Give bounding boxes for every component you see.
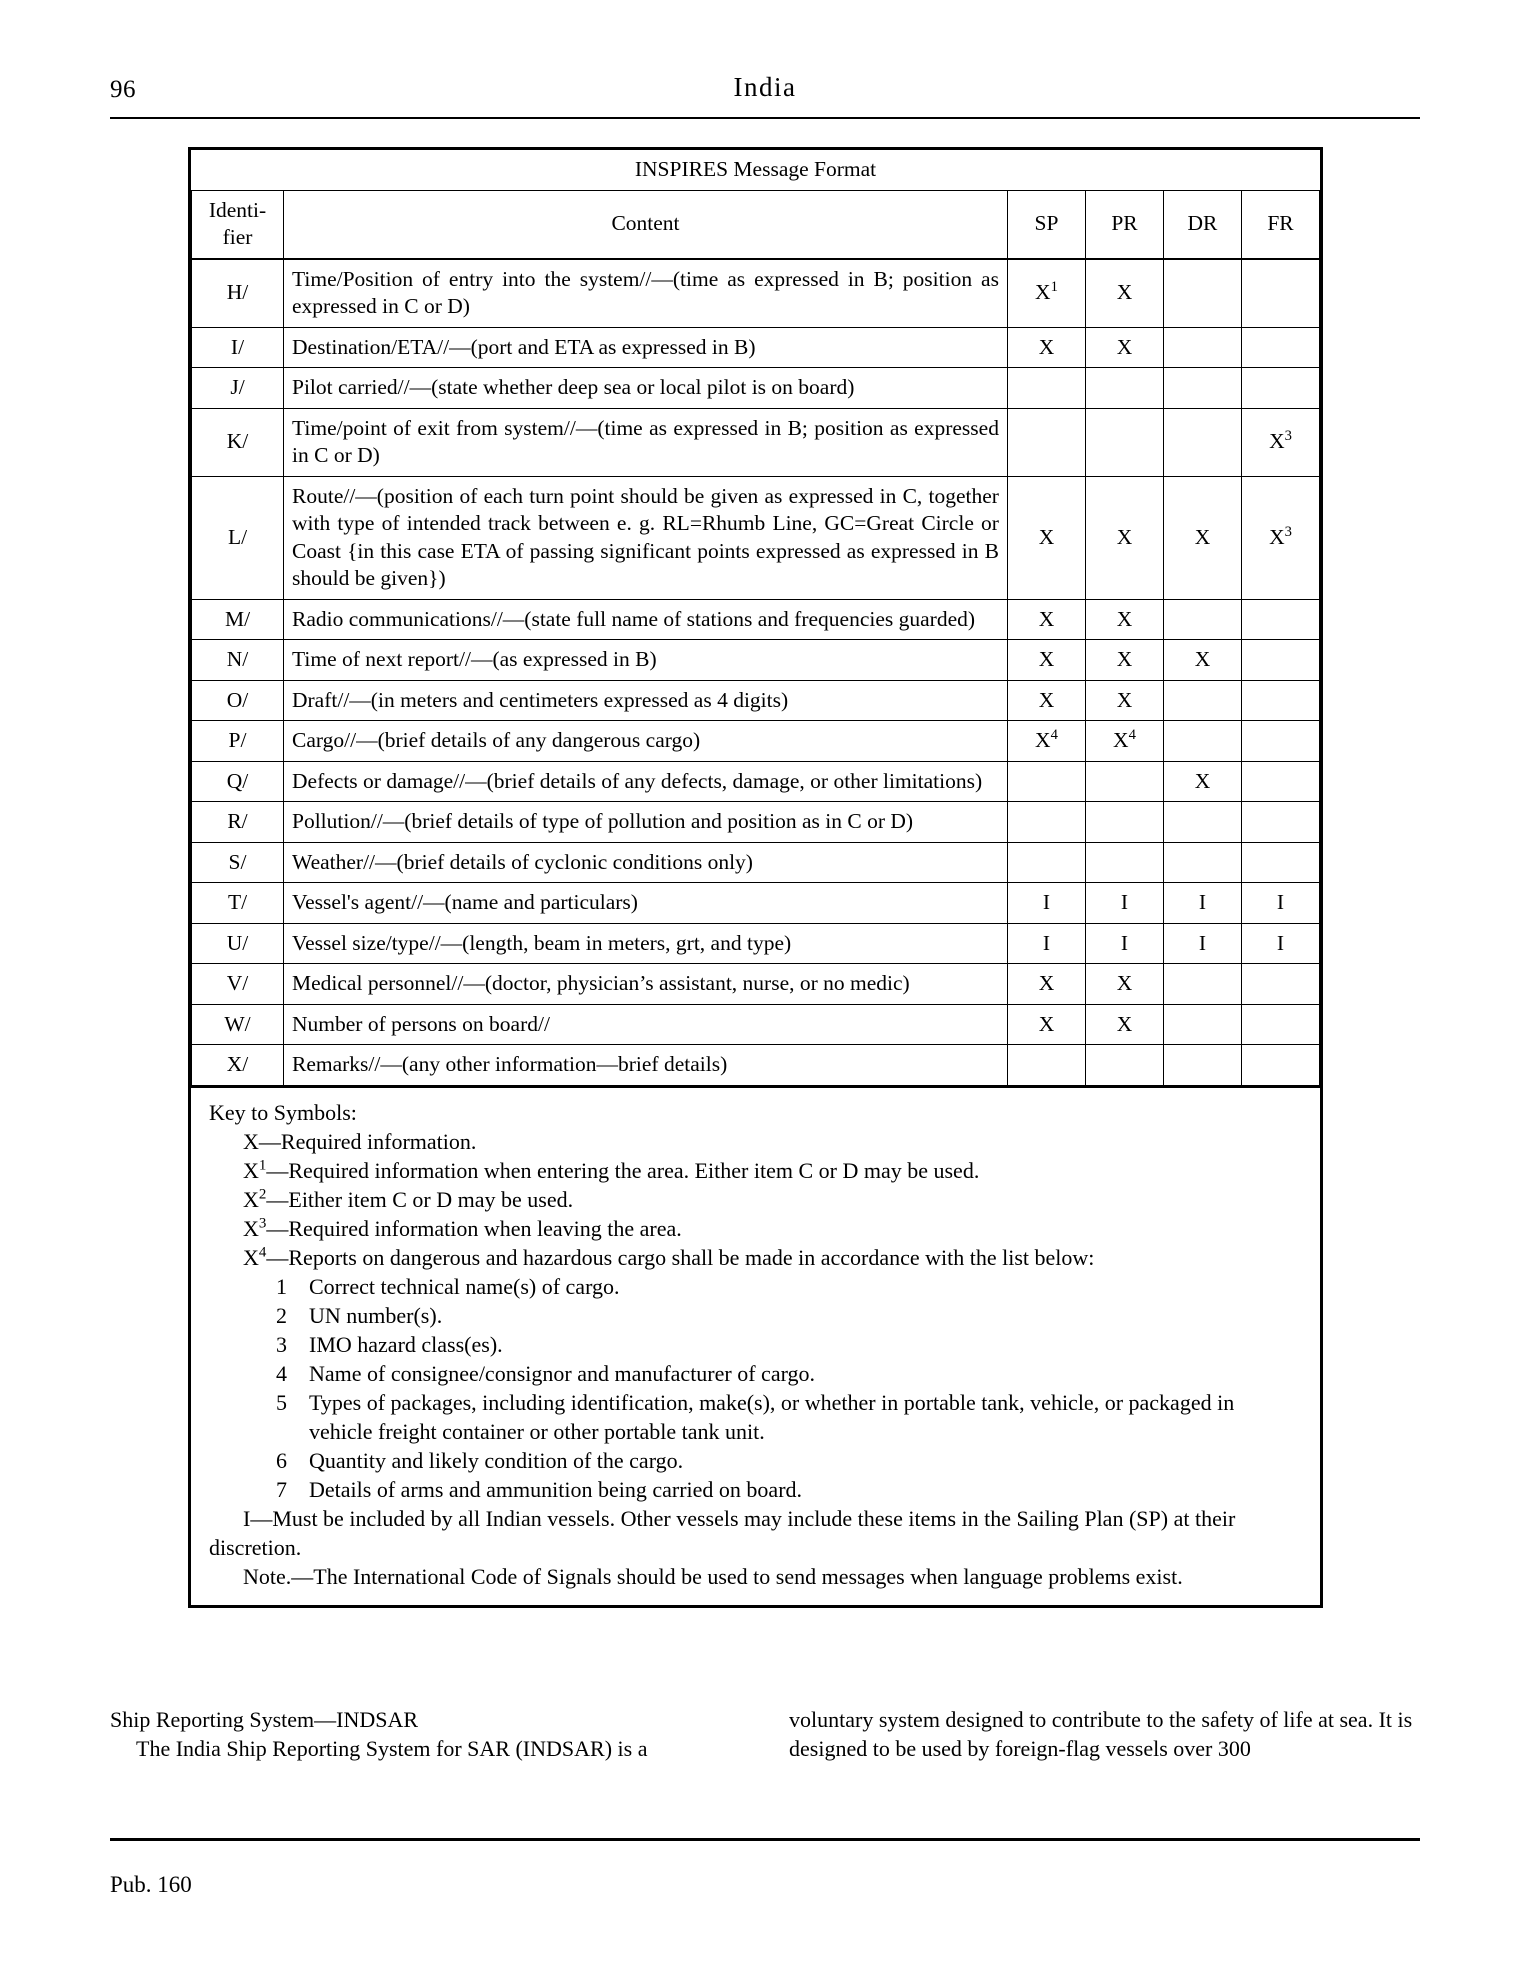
row-pr: X: [1085, 680, 1163, 721]
list-item-number: 7: [276, 1477, 287, 1503]
row-dr: I: [1163, 883, 1241, 924]
key-symbol-superscript: 4: [258, 1244, 267, 1261]
row-sp: [1007, 721, 1085, 762]
list-item-text: Details of arms and ammunition being carried on board.: [309, 1477, 803, 1503]
mark-base: X: [1113, 728, 1129, 753]
row-dr: [1163, 327, 1241, 368]
row-dr: [1163, 368, 1241, 409]
row-sp: I: [1007, 923, 1085, 964]
row-pr: [1085, 721, 1163, 762]
row-fr: I: [1241, 923, 1319, 964]
row-dr: [1163, 802, 1241, 843]
row-pr: X: [1085, 599, 1163, 640]
row-fr: [1241, 259, 1319, 328]
table-row: [192, 408, 1320, 476]
row-identifier: S/: [192, 842, 284, 883]
row-dr: [1163, 721, 1241, 762]
key-text: —Either item C or D may be used.: [266, 1186, 574, 1212]
row-pr: X: [1085, 640, 1163, 681]
footer-pub: Pub. 160: [110, 1872, 192, 1897]
mark-base: X: [1035, 280, 1051, 305]
mark-base: X: [1269, 524, 1285, 549]
row-identifier: U/: [192, 923, 284, 964]
row-sp: X: [1007, 680, 1085, 721]
key-note-code-of-signals: Note.—The International Code of Signals should be used to send messages when language problems exist.: [243, 1564, 1183, 1590]
key-entry-x1: [243, 1156, 1302, 1185]
row-sp: [1007, 259, 1085, 328]
row-fr: [1241, 680, 1319, 721]
table-row: [192, 1004, 1320, 1045]
header-title: India: [733, 72, 797, 102]
row-sp: [1007, 1045, 1085, 1087]
key-title: Key to Symbols:: [209, 1099, 357, 1125]
row-sp: X: [1007, 476, 1085, 599]
table-row: [192, 368, 1320, 409]
column-header-sp: SP: [1007, 190, 1085, 259]
list-item-text: Name of consignee/consignor and manufacturer of cargo.: [309, 1361, 816, 1387]
row-identifier: X/: [192, 1045, 284, 1087]
list-item-text: Quantity and likely condition of the cargo.: [309, 1448, 684, 1474]
row-fr: [1241, 842, 1319, 883]
row-pr: [1085, 842, 1163, 883]
key-symbol: X: [243, 1186, 259, 1212]
row-content: Time/Position of entry into the system//—(time as expressed in B; position as expressed in C or D): [284, 259, 1008, 328]
row-fr: [1241, 761, 1319, 802]
bottom-text-columns: [110, 1705, 1420, 1764]
row-identifier: N/: [192, 640, 284, 681]
inspires-table-container: [188, 147, 1323, 1608]
list-item: [263, 1446, 1302, 1475]
mark-superscript: 4: [1128, 727, 1136, 744]
bottom-column-left: [110, 1705, 741, 1764]
row-pr: [1085, 802, 1163, 843]
list-item-number: 4: [276, 1361, 287, 1387]
page-header: [110, 72, 1420, 114]
table-row: [192, 923, 1320, 964]
mark-superscript: 3: [1284, 523, 1292, 540]
row-pr: X: [1085, 476, 1163, 599]
list-item-number: 5: [276, 1390, 287, 1416]
row-sp: [1007, 802, 1085, 843]
row-pr: X: [1085, 1004, 1163, 1045]
key-entry-x3: [243, 1214, 1302, 1243]
mark-base: X: [1035, 728, 1051, 753]
row-content: Draft//—(in meters and centimeters expressed as 4 digits): [284, 680, 1008, 721]
row-fr: [1241, 408, 1319, 476]
row-identifier: K/: [192, 408, 284, 476]
row-content: Pollution//—(brief details of type of pollution and position as in C or D): [284, 802, 1008, 843]
table-row: [192, 721, 1320, 762]
key-symbol-superscript: 2: [258, 1186, 267, 1203]
row-identifier: V/: [192, 964, 284, 1005]
cargo-report-list: [209, 1272, 1302, 1504]
row-fr: [1241, 964, 1319, 1005]
table-row: [192, 640, 1320, 681]
key-symbol: X: [243, 1216, 259, 1242]
row-fr: [1241, 368, 1319, 409]
list-item: [263, 1359, 1302, 1388]
row-sp: [1007, 368, 1085, 409]
key-text: —Required information when entering the area. Either item C or D may be used.: [266, 1157, 980, 1183]
row-identifier: T/: [192, 883, 284, 924]
key-text: —Required information.: [258, 1128, 477, 1154]
row-content: Medical personnel//—(doctor, physician’s assistant, nurse, or no medic): [284, 964, 1008, 1005]
row-identifier: W/: [192, 1004, 284, 1045]
row-fr: [1241, 476, 1319, 599]
bottom-column-right: [789, 1705, 1420, 1764]
column-header-dr: DR: [1163, 190, 1241, 259]
mark-superscript: 3: [1284, 428, 1292, 445]
row-identifier: P/: [192, 721, 284, 762]
list-item: [263, 1272, 1302, 1301]
row-fr: [1241, 599, 1319, 640]
key-symbol: X: [243, 1157, 259, 1183]
table-caption: INSPIRES Message Format: [192, 150, 1320, 190]
list-item-number: 1: [276, 1274, 287, 1300]
section-body-right: voluntary system designed to contribute to the safety of life at sea. It is designed to be used by foreign-flag vessels over 300: [789, 1707, 1413, 1762]
row-content: Radio communications//—(state full name of stations and frequencies guarded): [284, 599, 1008, 640]
list-item-text: UN number(s).: [309, 1303, 443, 1329]
row-pr: [1085, 761, 1163, 802]
table-row: [192, 599, 1320, 640]
key-entry-x: [243, 1127, 1302, 1156]
row-sp: X: [1007, 327, 1085, 368]
mark-superscript: 4: [1050, 727, 1058, 744]
row-content: Cargo//—(brief details of any dangerous cargo): [284, 721, 1008, 762]
row-identifier: O/: [192, 680, 284, 721]
list-item-text: IMO hazard class(es).: [309, 1332, 503, 1358]
row-dr: X: [1163, 476, 1241, 599]
table-row: [192, 1045, 1320, 1087]
row-dr: [1163, 408, 1241, 476]
row-dr: [1163, 964, 1241, 1005]
key-symbol: X: [243, 1245, 259, 1271]
table-row: [192, 802, 1320, 843]
table-row: [192, 883, 1320, 924]
row-content: Time of next report//—(as expressed in B): [284, 640, 1008, 681]
column-header-identifier: [192, 190, 284, 259]
table-row: [192, 259, 1320, 328]
key-symbol-superscript: 3: [258, 1215, 267, 1232]
row-content: Defects or damage//—(brief details of any defects, damage, or other limitations): [284, 761, 1008, 802]
key-entry-x4: [243, 1243, 1302, 1272]
row-dr: [1163, 599, 1241, 640]
row-content: Number of persons on board//: [284, 1004, 1008, 1045]
row-content: Pilot carried//—(state whether deep sea or local pilot is on board): [284, 368, 1008, 409]
table-row: [192, 964, 1320, 1005]
table-row: [192, 327, 1320, 368]
row-sp: [1007, 408, 1085, 476]
table-row: [192, 476, 1320, 599]
row-identifier: Q/: [192, 761, 284, 802]
row-pr: [1085, 368, 1163, 409]
row-sp: X: [1007, 640, 1085, 681]
table-row: [192, 842, 1320, 883]
row-pr: [1085, 408, 1163, 476]
section-heading-indsar: Ship Reporting System—INDSAR: [110, 1707, 419, 1732]
row-sp: I: [1007, 883, 1085, 924]
row-pr: I: [1085, 923, 1163, 964]
key-to-symbols: [191, 1088, 1320, 1606]
list-item: [263, 1388, 1302, 1446]
row-pr: [1085, 1045, 1163, 1087]
key-note-indian-vessels: I—Must be included by all Indian vessels. Other vessels may include these items in the Sailing Plan (SP) at their discretion.: [209, 1506, 1236, 1561]
row-dr: [1163, 680, 1241, 721]
row-fr: I: [1241, 883, 1319, 924]
list-item-text: Correct technical name(s) of cargo.: [309, 1274, 620, 1300]
row-identifier: L/: [192, 476, 284, 599]
table-row: [192, 680, 1320, 721]
row-dr: X: [1163, 640, 1241, 681]
row-dr: X: [1163, 761, 1241, 802]
row-identifier: M/: [192, 599, 284, 640]
table-row: [192, 761, 1320, 802]
row-content: Vessel's agent//—(name and particulars): [284, 883, 1008, 924]
row-sp: X: [1007, 599, 1085, 640]
row-content: Destination/ETA//—(port and ETA as expressed in B): [284, 327, 1008, 368]
row-dr: [1163, 842, 1241, 883]
row-content: Remarks//—(any other information—brief details): [284, 1045, 1008, 1087]
row-sp: X: [1007, 1004, 1085, 1045]
list-item: [263, 1301, 1302, 1330]
row-identifier: R/: [192, 802, 284, 843]
column-header-content: Content: [284, 190, 1008, 259]
mark-base: X: [1269, 429, 1285, 454]
list-item-number: 6: [276, 1448, 287, 1474]
list-item-number: 3: [276, 1332, 287, 1358]
row-content: Route//—(position of each turn point should be given as expressed in C, together with type of intended track between e. g. RL=Rhumb Line, GC=Great Circle or Coast {in this case ETA of passing significant points expressed as expressed in B should be given}): [284, 476, 1008, 599]
row-pr: X: [1085, 259, 1163, 328]
row-sp: [1007, 842, 1085, 883]
row-dr: [1163, 259, 1241, 328]
key-entry-x2: [243, 1185, 1302, 1214]
row-content: Vessel size/type//—(length, beam in meters, grt, and type): [284, 923, 1008, 964]
row-content: Weather//—(brief details of cyclonic conditions only): [284, 842, 1008, 883]
key-symbol-superscript: 1: [258, 1157, 267, 1174]
row-fr: [1241, 721, 1319, 762]
section-body-left: The India Ship Reporting System for SAR (INDSAR) is a: [136, 1736, 648, 1762]
list-item: [263, 1330, 1302, 1359]
table-header-row: [192, 190, 1320, 259]
identifier-line1: Identi-: [208, 197, 267, 222]
row-sp: X: [1007, 964, 1085, 1005]
list-item-text: Types of packages, including identification, make(s), or whether in portable tank, vehicle, or packaged in vehicle freight container or other portable tank unit.: [309, 1390, 1235, 1445]
list-item: [263, 1475, 1302, 1504]
row-sp: [1007, 761, 1085, 802]
header-divider: [110, 117, 1420, 119]
row-fr: [1241, 1045, 1319, 1087]
page-number: 96: [110, 76, 136, 103]
column-header-pr: PR: [1085, 190, 1163, 259]
row-identifier: I/: [192, 327, 284, 368]
row-fr: [1241, 802, 1319, 843]
row-fr: [1241, 1004, 1319, 1045]
mark-superscript: 1: [1050, 279, 1058, 296]
row-fr: [1241, 327, 1319, 368]
column-header-fr: FR: [1241, 190, 1319, 259]
row-dr: I: [1163, 923, 1241, 964]
row-dr: [1163, 1004, 1241, 1045]
row-pr: X: [1085, 964, 1163, 1005]
row-identifier: J/: [192, 368, 284, 409]
footer-divider: [110, 1838, 1420, 1841]
row-pr: I: [1085, 883, 1163, 924]
identifier-line2: fier: [222, 225, 253, 250]
key-symbol: X: [243, 1128, 259, 1154]
row-identifier: H/: [192, 259, 284, 328]
inspires-message-format-table: [191, 150, 1320, 1088]
key-text: —Required information when leaving the area.: [266, 1216, 682, 1242]
list-item-number: 2: [276, 1303, 287, 1329]
row-dr: [1163, 1045, 1241, 1087]
row-content: Time/point of exit from system//—(time as expressed in B; position as expressed in C or D): [284, 408, 1008, 476]
key-text: —Reports on dangerous and hazardous cargo shall be made in accordance with the list below:: [266, 1245, 1095, 1271]
table-caption-row: [192, 150, 1320, 190]
row-pr: X: [1085, 327, 1163, 368]
row-fr: [1241, 640, 1319, 681]
